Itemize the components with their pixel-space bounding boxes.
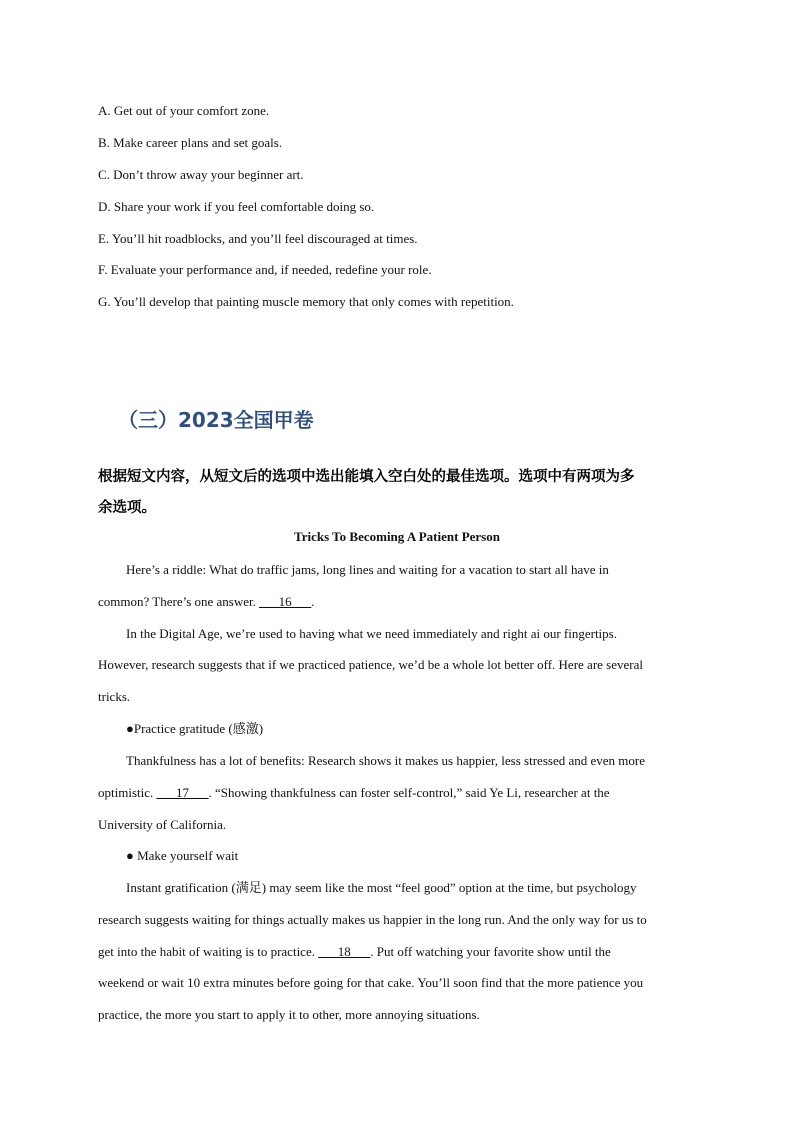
paragraph-3-start: optimistic. (98, 785, 157, 800)
paragraph-4-line-1: Instant gratification (满足) may seem like the most “feel good” option at the time, but psychology (126, 880, 637, 895)
paragraph-4-end: . Put off watching your favorite show until the (370, 944, 611, 959)
section-heading: （三）2023全国甲卷 (118, 408, 314, 432)
blank-18: ___18___ (318, 944, 371, 959)
blank-17: ___17___ (156, 785, 209, 800)
paragraph-2-line-3: tricks. (98, 689, 131, 704)
article-title: Tricks To Becoming A Patient Person (294, 529, 500, 544)
option-c: C. Don’t throw away your beginner art. (98, 167, 304, 182)
paragraph-3-line-1: Thankfulness has a lot of benefits: Research shows it makes us happier, less stressed and even more (126, 753, 645, 768)
instruction-line-1: 根据短文内容，从短文后的选项中选出能填入空白处的最佳选项。选项中有两项为多 (98, 469, 635, 485)
paragraph-1-line-1: Here’s a riddle: What do traffic jams, long lines and waiting for a vacation to start all have in (126, 562, 609, 577)
paragraph-3-line-3: University of California. (98, 817, 227, 832)
subheading-practice-gratitude: ●Practice gratitude (感激) (126, 721, 264, 736)
paragraph-4-line-3 (98, 944, 611, 960)
paragraph-3-line-2 (98, 785, 610, 801)
instruction-line-2: 余选项。 (98, 500, 156, 516)
option-d: D. Share your work if you feel comfortable doing so. (98, 199, 375, 214)
paragraph-4-line-5: practice, the more you start to apply it to other, more annoying situations. (98, 1007, 480, 1022)
paragraph-1-line-2 (98, 594, 314, 610)
paragraph-1-end: . (311, 594, 315, 609)
option-g: G. You’ll develop that painting muscle memory that only comes with repetition. (98, 294, 514, 309)
option-b: B. Make career plans and set goals. (98, 135, 283, 150)
paragraph-2-line-1: In the Digital Age, we’re used to having what we need immediately and right ai our fingertips. (126, 626, 617, 641)
paragraph-1-text: common? There’s one answer. (98, 594, 260, 609)
paragraph-4-line-2: research suggests waiting for things actually makes us happier in the long run. And the only way for us to (98, 912, 647, 927)
subheading-make-yourself-wait: ● Make yourself wait (126, 848, 239, 863)
blank-16: ___16___ (259, 594, 312, 609)
option-f: F. Evaluate your performance and, if needed, redefine your role. (98, 262, 432, 277)
paragraph-3-end: . “Showing thankfulness can foster self-control,” said Ye Li, researcher at the (208, 785, 610, 800)
paragraph-4-line-4: weekend or wait 10 extra minutes before going for that cake. You’ll soon find that the more patience you (98, 975, 644, 990)
paragraph-4-start: get into the habit of waiting is to practice. (98, 944, 319, 959)
option-a: A. Get out of your comfort zone. (98, 103, 270, 118)
paragraph-2-line-2: However, research suggests that if we practiced patience, we’d be a whole lot better off. Here are several (98, 657, 643, 672)
option-e: E. You’ll hit roadblocks, and you’ll feel discouraged at times. (98, 231, 418, 246)
